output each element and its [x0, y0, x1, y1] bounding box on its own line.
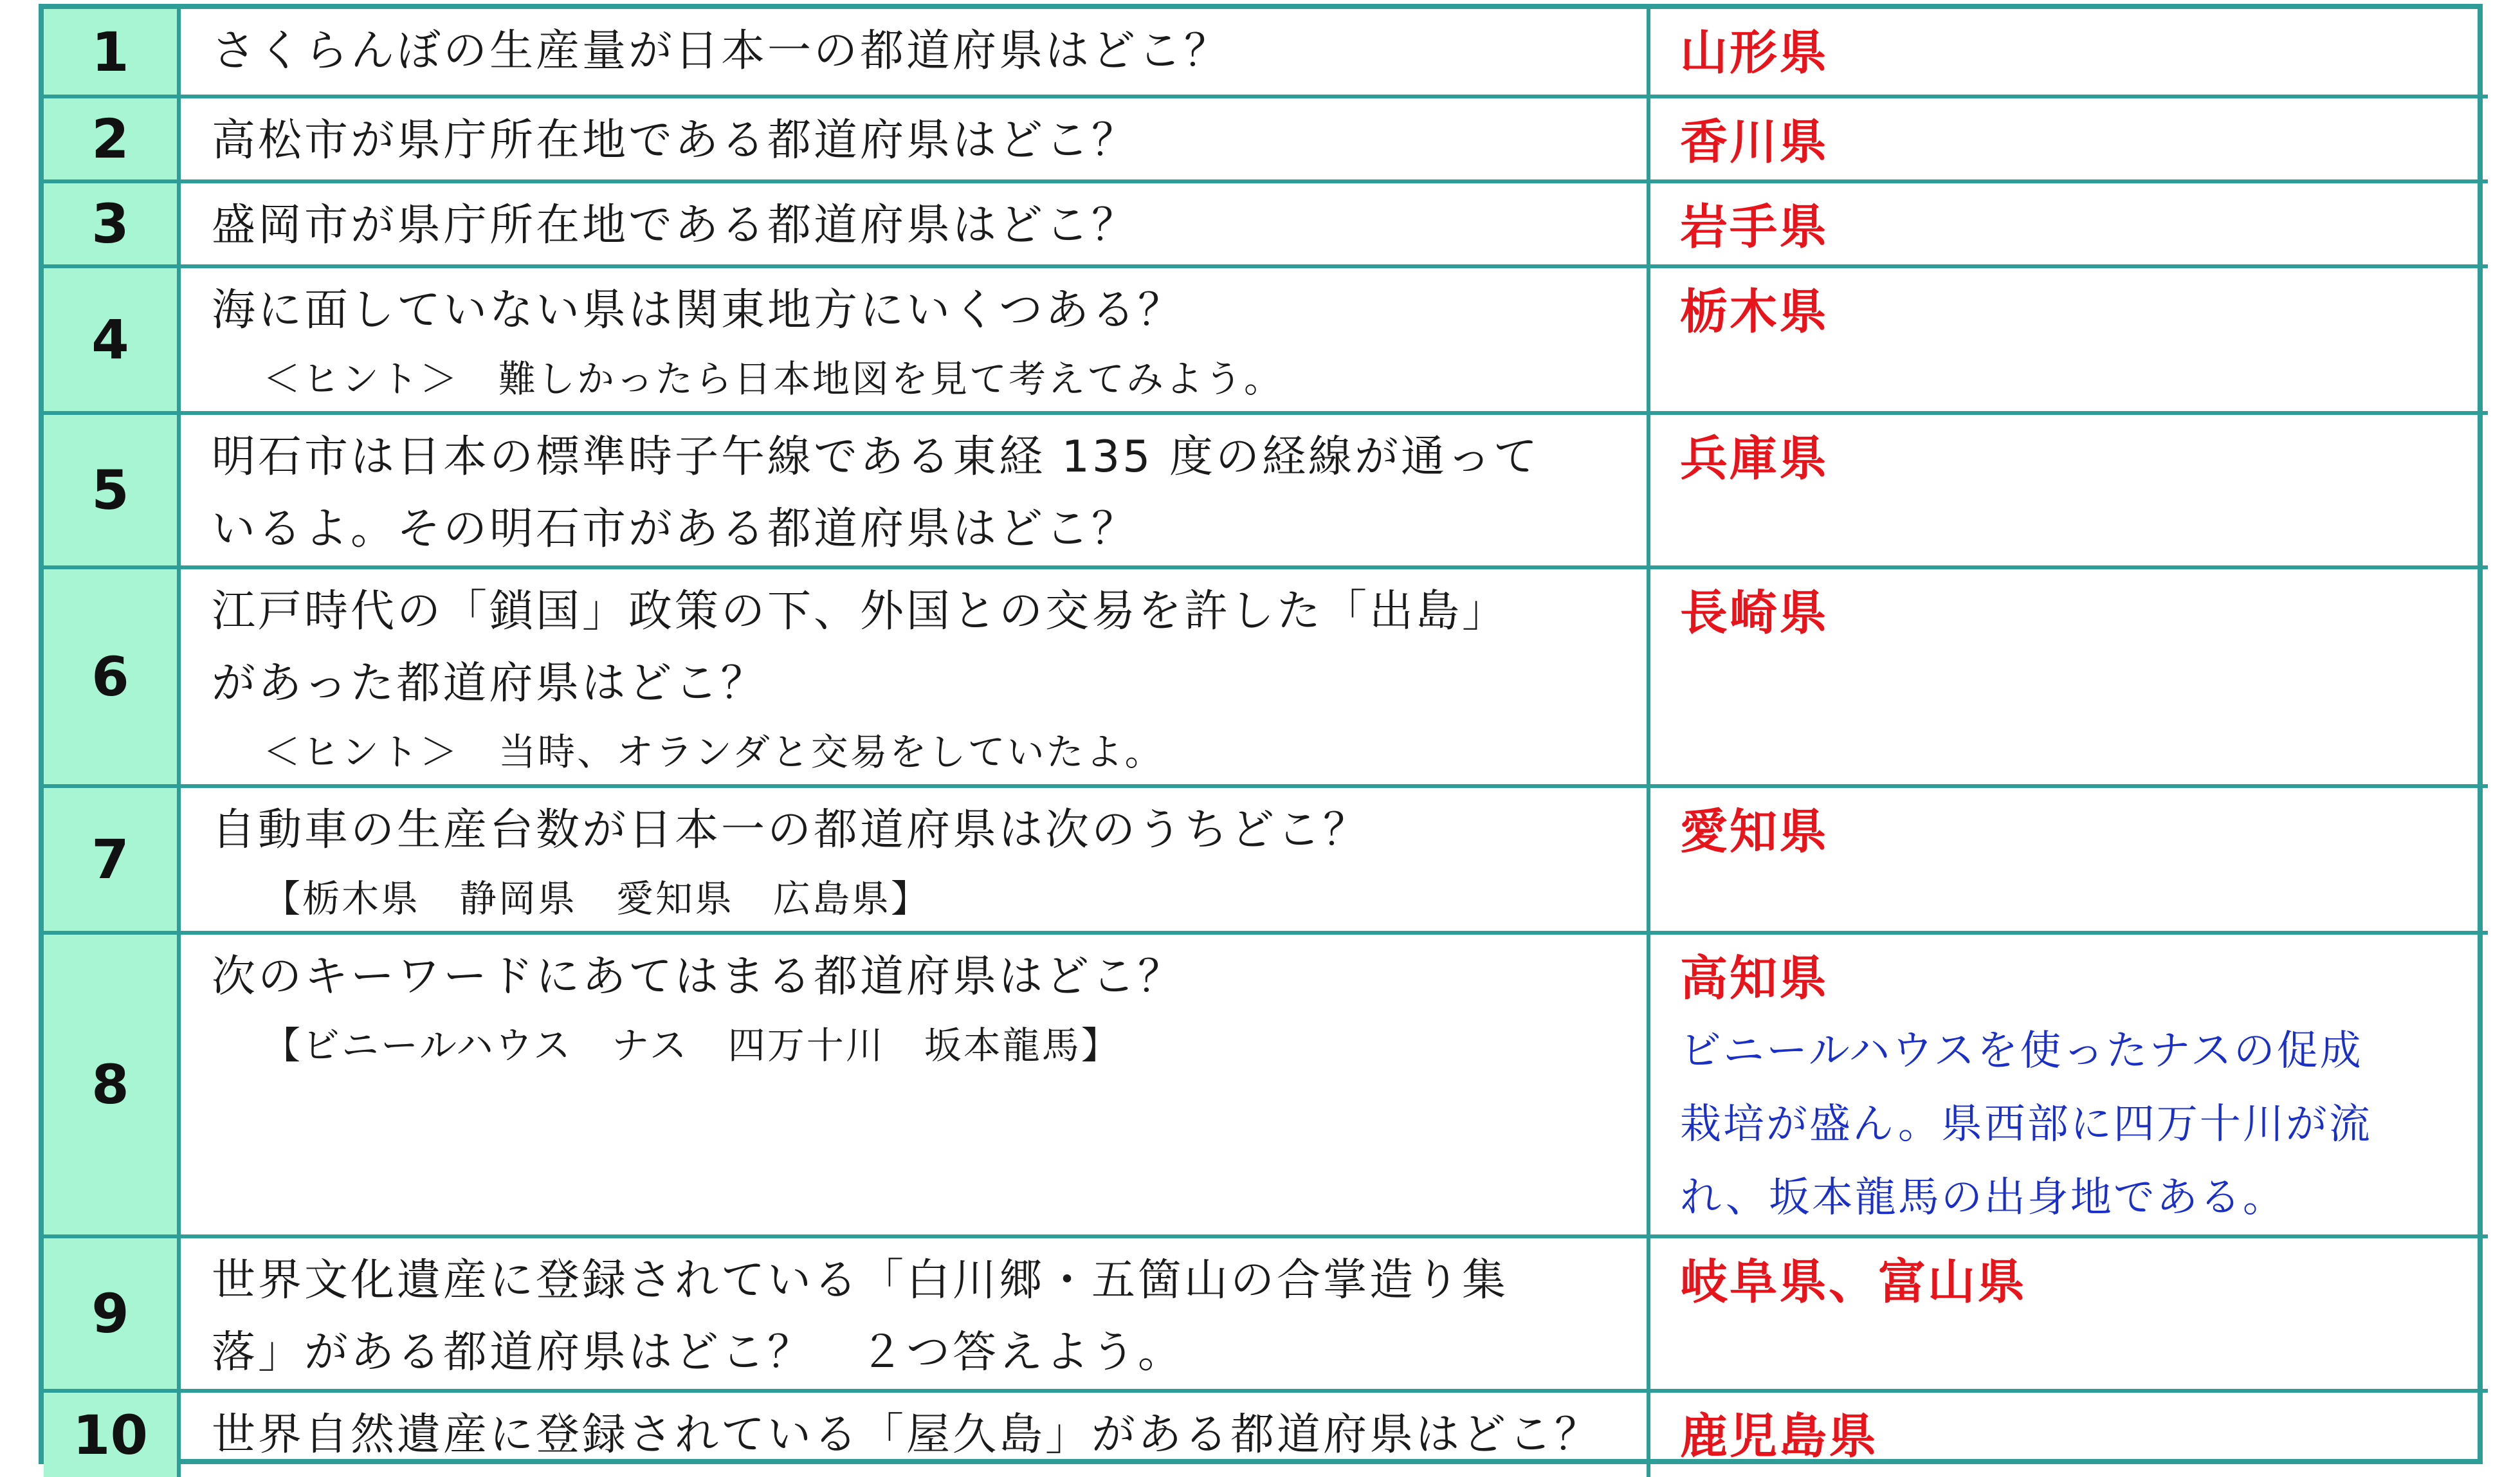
quiz-row: [44, 933, 2488, 1236]
quiz-row: [44, 567, 2488, 786]
question-cell: [179, 1391, 1648, 1477]
question-number-cell: [44, 96, 179, 181]
answer-note-line: 栽培が盛ん。県西部に四万十川が流: [1680, 1101, 2372, 1148]
question-number: 1: [91, 20, 129, 84]
question-number-cell: [44, 9, 179, 96]
question-number: 10: [73, 1403, 148, 1467]
question-text-line: 世界文化遺産に登録されている「白川郷・五箇山の合掌造り集: [212, 1255, 1509, 1306]
question-number-cell: [44, 786, 179, 933]
answer-note-line: ビニールハウスを使ったナスの促成: [1680, 1027, 2363, 1075]
question-text-line: 江戸時代の「鎖国」政策の下、外国との交易を許した「出島」: [212, 586, 1509, 637]
question-text-line: さくらんぼの生産量が日本一の都道府県はどこ？: [212, 26, 1231, 77]
answer-cell: [1648, 1391, 2488, 1477]
quiz-row: [44, 9, 2488, 96]
question-number-cell: [44, 1236, 179, 1391]
answer-text: 兵庫県: [1680, 431, 1829, 486]
answer-text: 山形県: [1680, 25, 1829, 80]
question-cell: [179, 266, 1648, 413]
question-number-cell: [44, 567, 179, 786]
question-number: 8: [91, 1053, 129, 1116]
question-choices: 【栃木県 静岡県 愛知県 広島県】: [263, 877, 931, 921]
question-text-line: いるよ。その明石市がある都道府県はどこ？: [212, 504, 1138, 555]
question-number-cell: [44, 181, 179, 266]
answer-cell: [1648, 933, 2488, 1236]
question-cell: [179, 413, 1648, 567]
question-hint: ＜ヒント＞ 当時、オランダと交易をしていたよ。: [263, 730, 1164, 774]
quiz-row: [44, 266, 2488, 413]
question-number: 7: [91, 828, 129, 891]
question-text-line: 自動車の生産台数が日本一の都道府県は次のうちどこ？: [212, 805, 1370, 856]
question-text-line: 盛岡市が県庁所在地である都道府県はどこ？: [212, 200, 1138, 251]
answer-text: 長崎県: [1680, 585, 1829, 641]
question-number-cell: [44, 1391, 179, 1477]
answer-text: 岩手県: [1680, 199, 1829, 255]
quiz-row: [44, 1391, 2488, 1477]
quiz-table: [44, 9, 2488, 1477]
answer-note-line: れ、坂本龍馬の出身地である。: [1680, 1174, 2286, 1222]
quiz-row: [44, 181, 2488, 266]
question-cell: [179, 96, 1648, 181]
quiz-row: [44, 786, 2488, 933]
question-choices: 【ビニールハウス ナス 四万十川 坂本龍馬】: [263, 1023, 1120, 1067]
question-number-cell: [44, 413, 179, 567]
question-text-line: 落」がある都道府県はどこ？ ２つ答えよう。: [212, 1327, 1185, 1378]
question-cell: [179, 933, 1648, 1236]
quiz-table-body: [44, 9, 2488, 1477]
answer-text: 岐阜県、富山県: [1680, 1254, 2027, 1310]
answer-text: 鹿児島県: [1680, 1409, 1878, 1464]
question-number: 2: [91, 107, 129, 170]
quiz-row: [44, 1236, 2488, 1391]
question-number-cell: [44, 266, 179, 413]
answer-text: 香川県: [1680, 115, 1829, 170]
answer-cell: [1648, 786, 2488, 933]
answer-text: 栃木県: [1680, 284, 1829, 340]
quiz-sheet: [39, 4, 2483, 1467]
question-cell: [179, 181, 1648, 266]
answer-cell: [1648, 181, 2488, 266]
answer-cell: [1648, 1236, 2488, 1391]
answer-cell: [1648, 96, 2488, 181]
answer-cell: [1648, 567, 2488, 786]
question-cell: [179, 786, 1648, 933]
question-number: 6: [91, 645, 129, 708]
question-hint: ＜ヒント＞ 難しかったら日本地図を見て考えてみよう。: [263, 357, 1284, 401]
question-number-cell: [44, 933, 179, 1236]
question-text-line: 次のキーワードにあてはまる都道府県はどこ？: [212, 951, 1185, 1002]
answer-cell: [1648, 413, 2488, 567]
question-cell: [179, 1236, 1648, 1391]
question-text-line: 世界自然遺産に登録されている「屋久島」がある都道府県はどこ？: [212, 1409, 1602, 1460]
question-text-line: があった都道府県はどこ？: [212, 658, 767, 709]
answer-text: 愛知県: [1680, 804, 1829, 859]
answer-cell: [1648, 266, 2488, 413]
question-cell: [179, 567, 1648, 786]
question-number: 4: [91, 308, 129, 371]
answer-text: 高知県: [1680, 951, 1829, 1006]
quiz-row: [44, 413, 2488, 567]
question-text-line: 海に面していない県は関東地方にいくつある？: [212, 285, 1185, 336]
question-number: 3: [91, 192, 129, 255]
quiz-row: [44, 96, 2488, 181]
question-text-line: 明石市は日本の標準時子午線である東経 135 度の経線が通って: [212, 432, 1540, 482]
answer-cell: [1648, 9, 2488, 96]
question-cell: [179, 9, 1648, 96]
question-number: 9: [91, 1282, 129, 1345]
question-text-line: 高松市が県庁所在地である都道府県はどこ？: [212, 115, 1138, 166]
question-number: 5: [91, 459, 129, 522]
